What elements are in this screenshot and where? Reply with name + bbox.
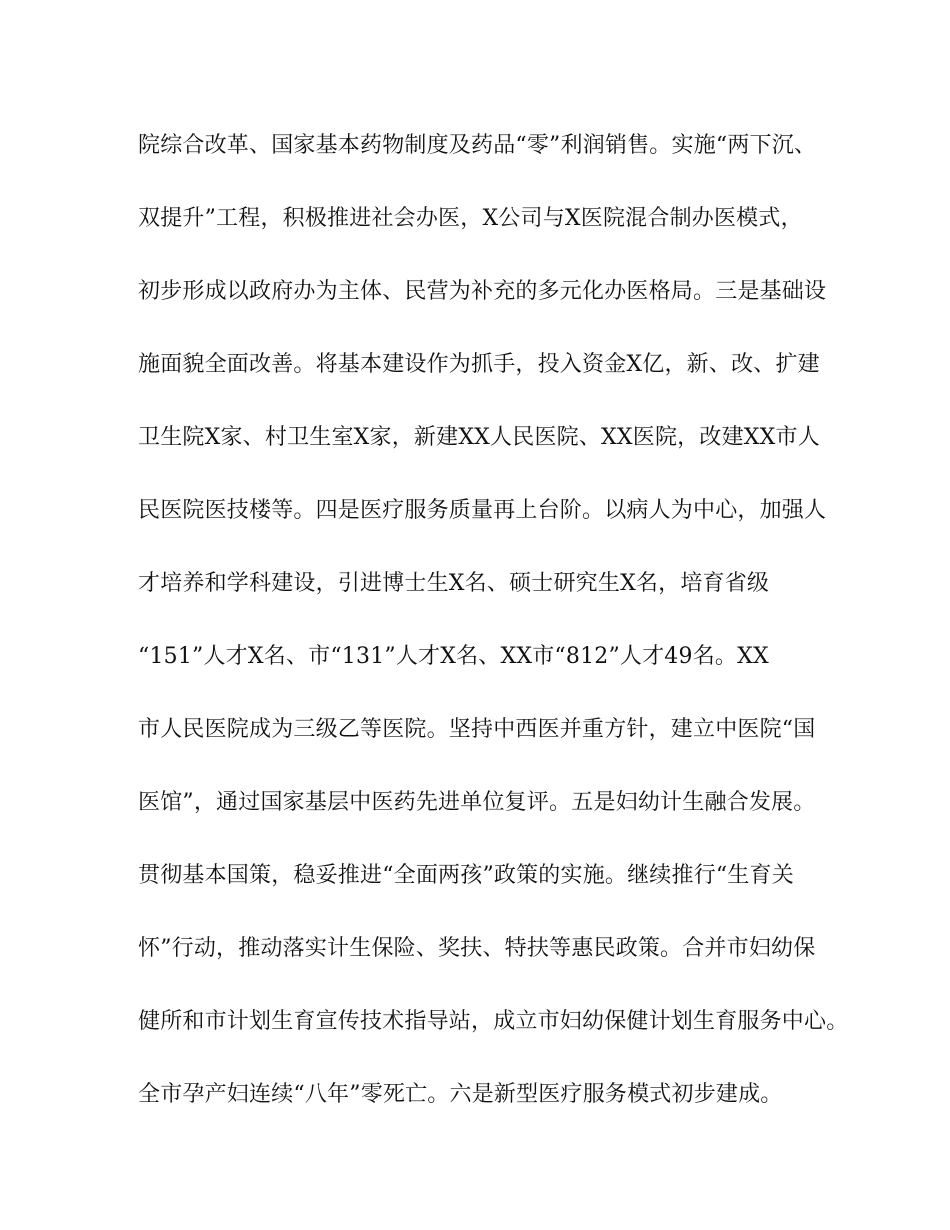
text-line-10: 医馆”，通过国家基层中医药先进单位复评。五是妇幼计生融合发展。 [138,790,816,815]
text-line-13: 健所和市计划生育宣传技术指导站，成立市妇幼保健计划生育服务中心。 [138,1009,849,1034]
text-line-7: 才培养和学科建设，引进博士生X名、硕士研究生X名，培育省级 [138,571,770,596]
text-line-6: 民医院医技楼等。四是医疗服务质量再上台阶。以病人为中心，加强人 [138,498,827,523]
text-line-12: 怀”行动，推动落实计生保险、奖扶、特扶等惠民政策。合并市妇幼保 [138,936,816,961]
text-line-4: 施面貌全面改善。将基本建设作为抓手，投入资金X亿，新、改、扩建 [138,352,820,377]
text-line-5: 卫生院X家、村卫生室X家，新建XX人民医院、XX医院，改建XX市人 [138,425,820,450]
text-line-1: 院综合改革、国家基本药物制度及药品“零”利润销售。实施“两下沉、 [138,133,817,158]
body-paragraph [138,125,849,1147]
text-line-2: 双提升”工程，积极推进社会办医，X公司与X医院混合制办医模式， [138,206,803,231]
text-line-11: 贯彻基本国策，稳妥推进“全面两孩”政策的实施。继续推行“生育关 [138,863,794,888]
text-line-14: 全市孕产妇连续“八年”零死亡。六是新型医疗服务模式初步建成。 [138,1082,783,1107]
text-line-8: “151”人才X名、市“131”人才X名、XX市“812”人才49名。XX [138,644,769,669]
text-line-3: 初步形成以政府办为主体、民营为补充的多元化办医格局。三是基础设 [138,279,827,304]
text-line-9: 市人民医院成为三级乙等医院。坚持中西医并重方针，建立中医院“国 [138,717,816,742]
